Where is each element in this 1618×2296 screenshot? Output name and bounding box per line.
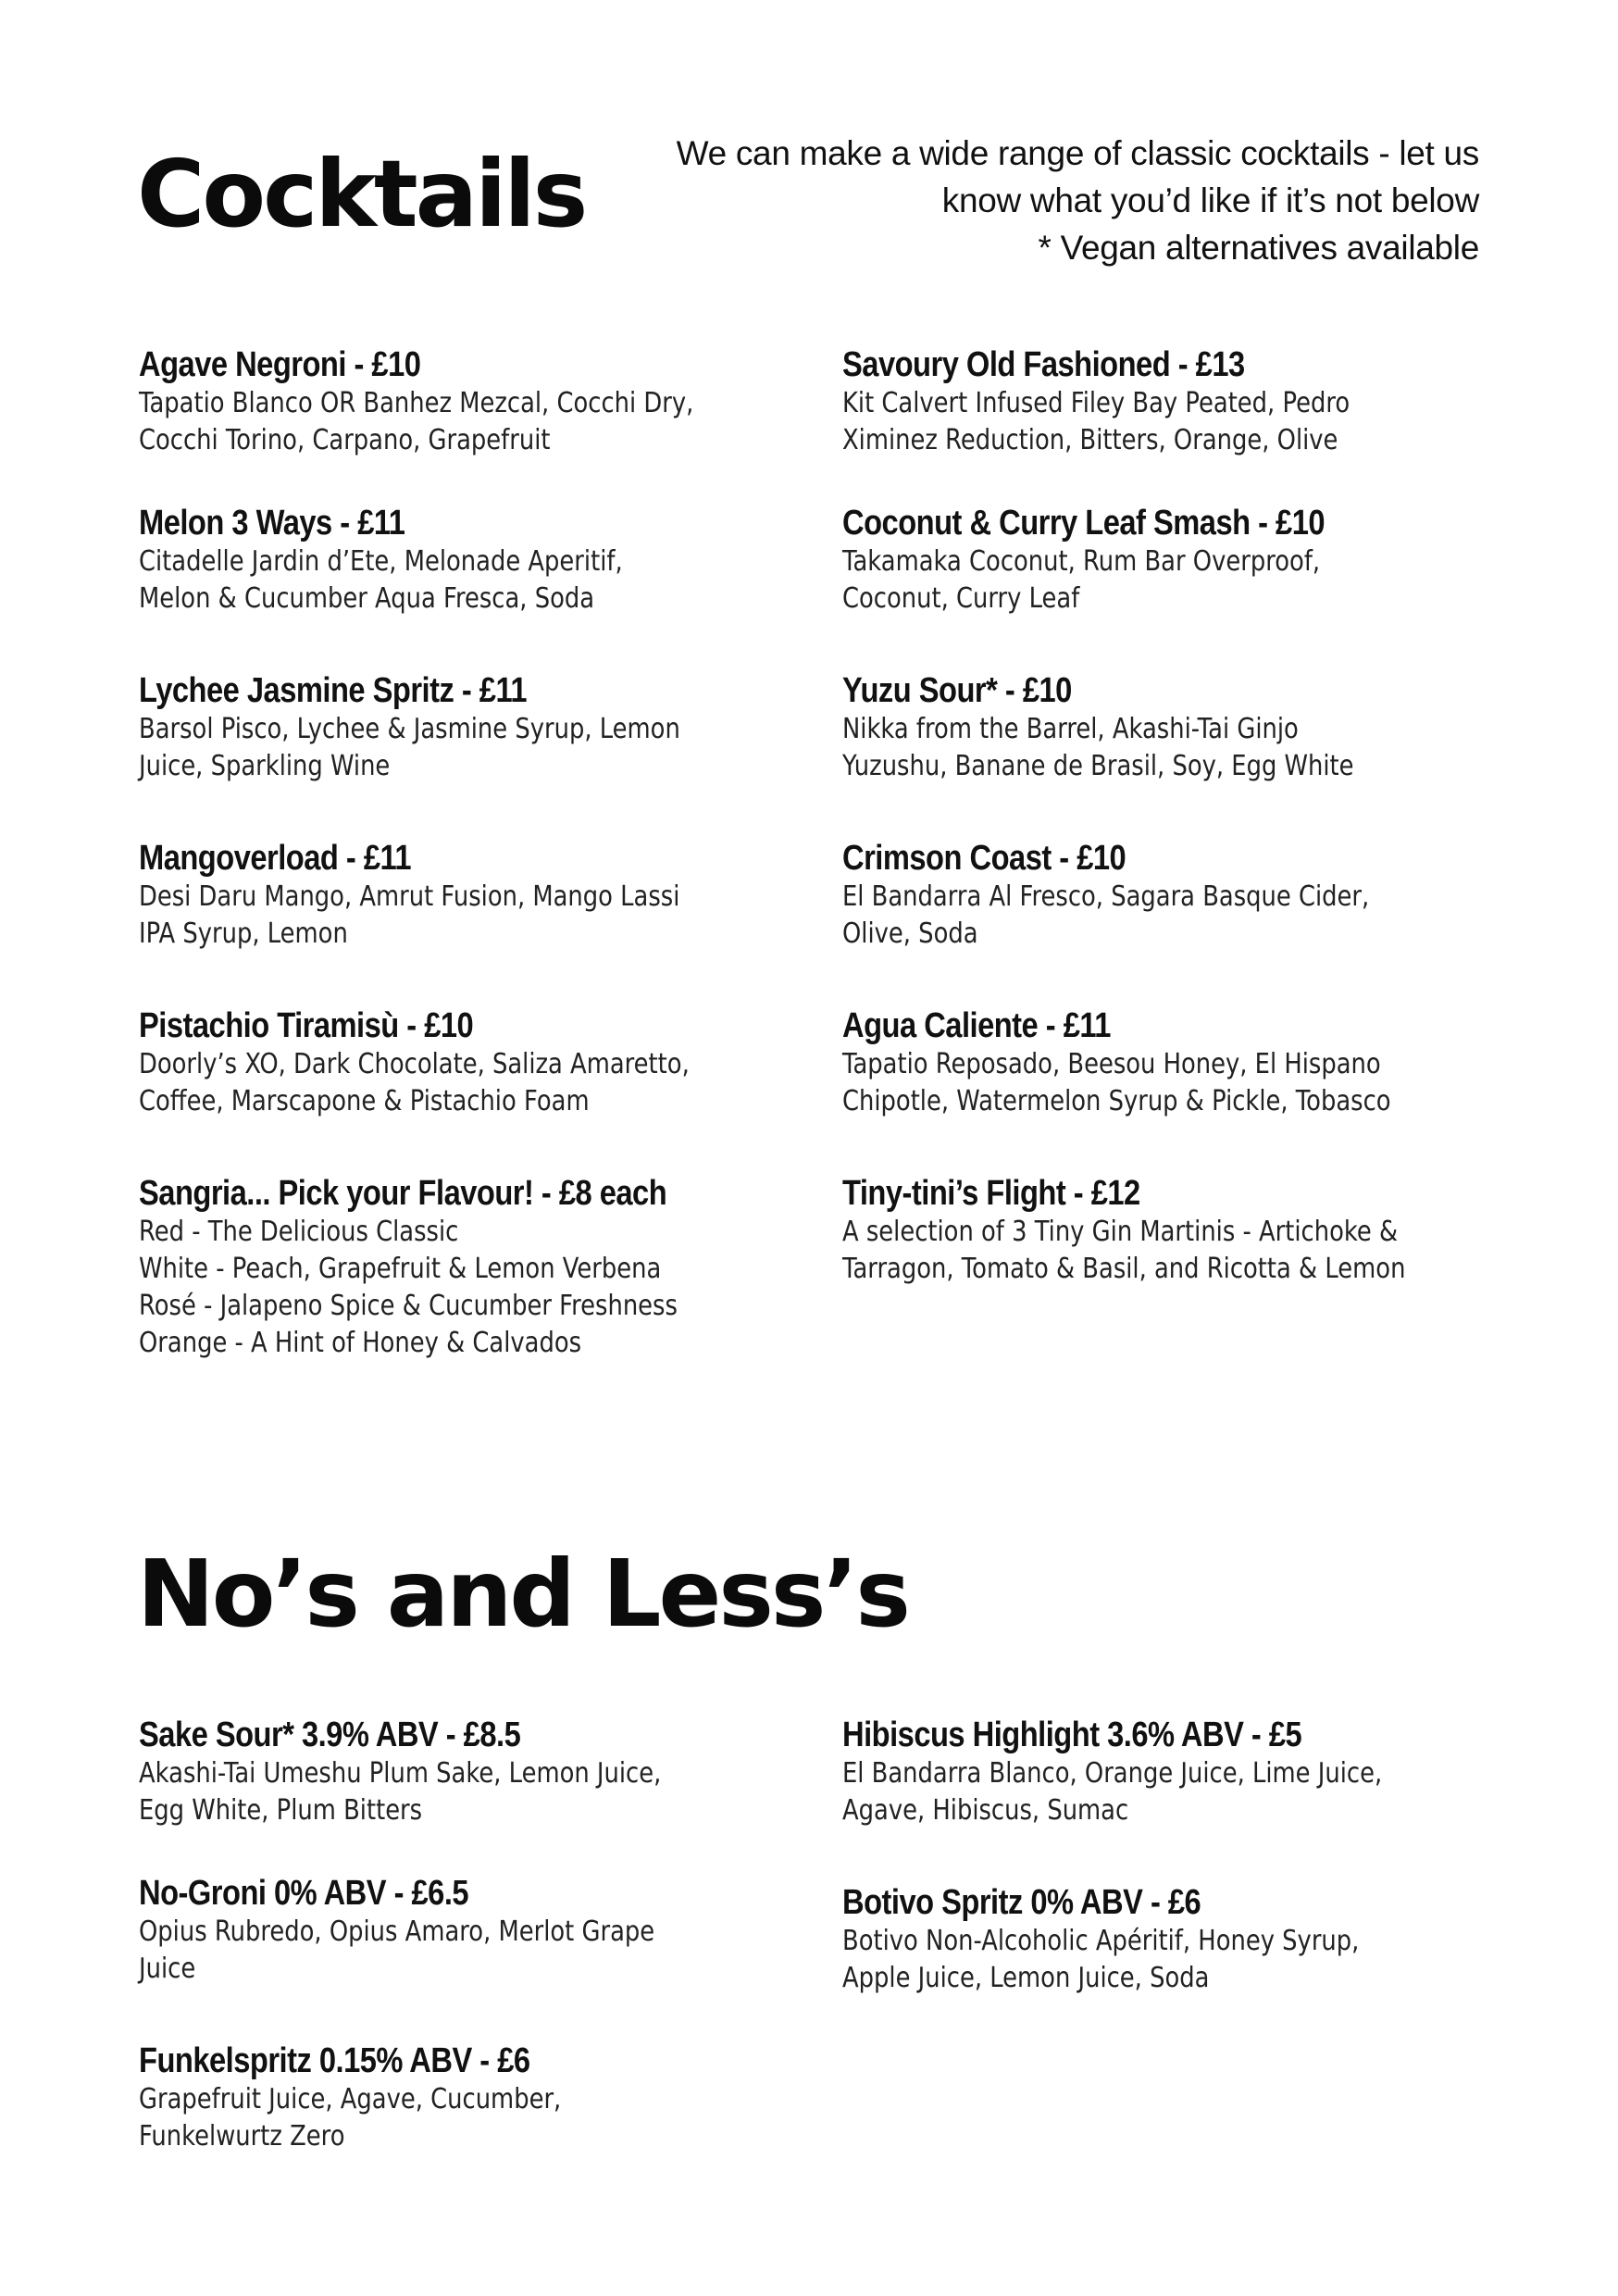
- menu-item: [139, 1005, 842, 1120]
- cocktails-heading: Cocktails: [137, 140, 586, 248]
- item-description: Rosé - Jalapeno Spice & Cucumber Freshness: [139, 1290, 678, 1322]
- menu-item: [842, 670, 1546, 785]
- item-description: Akashi-Tai Umeshu Plum Sake, Lemon Juice,: [139, 1757, 662, 1790]
- item-name: Yuzu Sour* - £10: [842, 671, 1072, 710]
- intro-line: We can make a wide range of classic cocktails - let us: [676, 134, 1479, 172]
- item-name: Agua Caliente - £11: [842, 1006, 1111, 1045]
- item-description: El Bandarra Blanco, Orange Juice, Lime Juice,: [842, 1757, 1383, 1790]
- item-description: Citadelle Jardin d’Ete, Melonade Aperitif,: [139, 545, 623, 578]
- item-description: IPA Syrup, Lemon: [139, 917, 348, 950]
- menu-item: [842, 503, 1546, 618]
- item-description: Juice, Sparkling Wine: [139, 750, 391, 782]
- item-name: Agave Negroni - £10: [139, 345, 421, 384]
- item-name: Sangria... Pick your Flavour! - £8 each: [139, 1174, 667, 1213]
- item-description: Takamaka Coconut, Rum Bar Overproof,: [842, 545, 1321, 578]
- intro-line: know what you’d like if it’s not below: [941, 181, 1479, 219]
- menu-item: [139, 1873, 842, 1988]
- item-description: Opius Rubredo, Opius Amaro, Merlot Grape: [139, 1915, 655, 1948]
- item-name: Funkelspritz 0.15% ABV - £6: [139, 2041, 530, 2080]
- item-name: Sake Sour* 3.9% ABV - £8.5: [139, 1716, 521, 1754]
- menu-item: [842, 1173, 1546, 1288]
- item-name: Botivo Spritz 0% ABV - £6: [842, 1883, 1201, 1922]
- item-name: Pistachio Tiramisù - £10: [139, 1006, 474, 1045]
- item-description: Barsol Pisco, Lychee & Jasmine Syrup, Lemon: [139, 713, 680, 745]
- item-name: Coconut & Curry Leaf Smash - £10: [842, 504, 1326, 543]
- item-description: El Bandarra Al Fresco, Sagara Basque Cider,: [842, 880, 1370, 913]
- menu-item: [842, 838, 1546, 953]
- item-description: Apple Juice, Lemon Juice, Soda: [842, 1962, 1210, 1994]
- menu-item: [139, 2040, 842, 2155]
- item-description: Botivo Non-Alcoholic Apéritif, Honey Syrup,: [842, 1925, 1360, 1957]
- item-description: Juice: [139, 1953, 196, 1985]
- item-description: Tapatio Reposado, Beesou Honey, El Hispano: [842, 1048, 1381, 1080]
- item-description: Yuzushu, Banane de Brasil, Soy, Egg White: [842, 750, 1354, 782]
- cocktails-intro: [646, 130, 1479, 271]
- item-description: Melon & Cucumber Aqua Fresca, Soda: [139, 582, 595, 615]
- item-description: Orange - A Hint of Honey & Calvados: [139, 1327, 582, 1359]
- menu-item: [139, 1715, 842, 1829]
- menu-item: [139, 344, 842, 459]
- menu-item: [842, 1715, 1546, 1829]
- menu-item: [139, 1173, 842, 1362]
- menu-item: [842, 344, 1546, 459]
- menu-item: [139, 503, 842, 618]
- item-name: Lychee Jasmine Spritz - £11: [139, 671, 527, 710]
- menu-item: [842, 1005, 1546, 1120]
- item-name: Crimson Coast - £10: [842, 839, 1126, 878]
- item-description: Coconut, Curry Leaf: [842, 582, 1080, 615]
- item-name: No-Groni 0% ABV - £6.5: [139, 1874, 469, 1913]
- item-name: Mangoverload - £11: [139, 839, 412, 878]
- menu-item: [139, 838, 842, 953]
- item-description: White - Peach, Grapefruit & Lemon Verbena: [139, 1253, 662, 1285]
- item-description: Grapefruit Juice, Agave, Cucumber,: [139, 2083, 562, 2115]
- menu-item: [139, 670, 842, 785]
- menu-item: [842, 1882, 1546, 1997]
- item-description: Tapatio Blanco OR Banhez Mezcal, Cocchi Dry,: [139, 387, 694, 419]
- item-description: Chipotle, Watermelon Syrup & Pickle, Tobasco: [842, 1085, 1391, 1117]
- item-name: Tiny-tini’s Flight - £12: [842, 1174, 1140, 1213]
- item-description: Doorly’s XO, Dark Chocolate, Saliza Amaretto,: [139, 1048, 690, 1080]
- item-description: Kit Calvert Infused Filey Bay Peated, Pedro: [842, 387, 1350, 419]
- item-description: Red - The Delicious Classic: [139, 1216, 459, 1248]
- item-description: Ximinez Reduction, Bitters, Orange, Olive: [842, 424, 1338, 456]
- item-name: Hibiscus Highlight 3.6% ABV - £5: [842, 1716, 1302, 1754]
- item-name: Melon 3 Ways - £11: [139, 504, 405, 543]
- item-description: Olive, Soda: [842, 917, 978, 950]
- nos-and-less-heading: No’s and Less’s: [137, 1540, 908, 1648]
- item-description: Nikka from the Barrel, Akashi-Tai Ginjo: [842, 713, 1299, 745]
- intro-line: * Vegan alternatives available: [1038, 229, 1479, 267]
- item-name: Savoury Old Fashioned - £13: [842, 345, 1245, 384]
- item-description: A selection of 3 Tiny Gin Martinis - Artichoke &: [842, 1216, 1399, 1248]
- item-description: Egg White, Plum Bitters: [139, 1794, 423, 1827]
- item-description: Cocchi Torino, Carpano, Grapefruit: [139, 424, 551, 456]
- item-description: Tarragon, Tomato & Basil, and Ricotta & Lemon: [842, 1253, 1406, 1285]
- item-description: Desi Daru Mango, Amrut Fusion, Mango Lassi: [139, 880, 680, 913]
- item-description: Coffee, Marscapone & Pistachio Foam: [139, 1085, 590, 1117]
- item-description: Funkelwurtz Zero: [139, 2120, 345, 2152]
- item-description: Agave, Hibiscus, Sumac: [842, 1794, 1129, 1827]
